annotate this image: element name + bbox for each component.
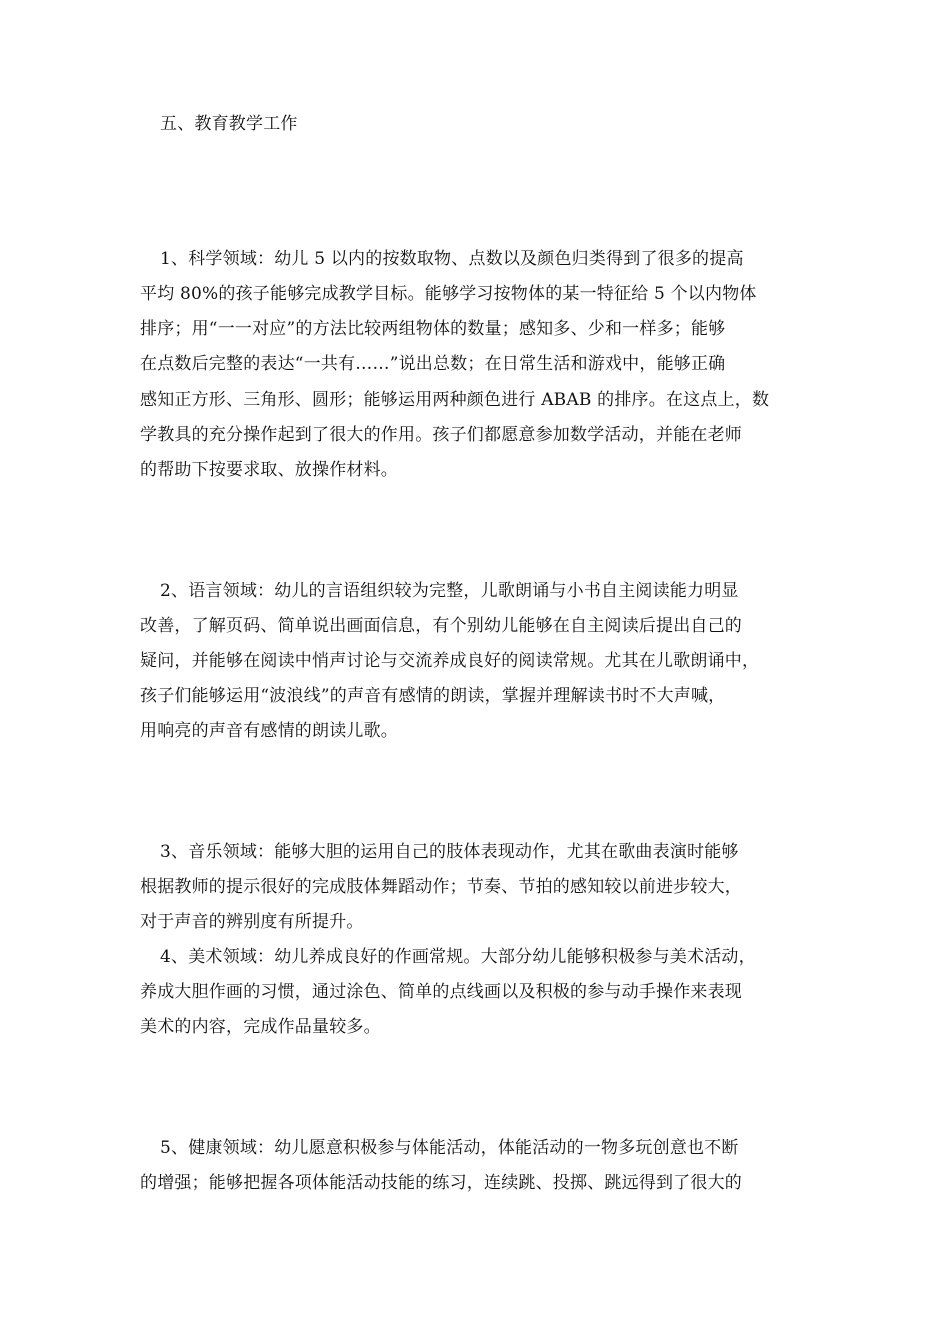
paragraph-line: 4、美术领域：幼儿养成良好的作画常规。大部分幼儿能够积极参与美术活动， bbox=[160, 947, 756, 967]
paragraph-line: 改善，了解页码、简单说出画面信息，有个别幼儿能够在自主阅读后提出自己的 bbox=[140, 616, 742, 636]
paragraph-line: 美术的内容，完成作品量较多。 bbox=[140, 1017, 381, 1037]
paragraph-line: 的增强；能够把握各项体能活动技能的练习，连续跳、投掷、跳远得到了很大的 bbox=[140, 1173, 742, 1193]
section-heading: 五、教育教学工作 bbox=[160, 114, 298, 134]
paragraph-line: 2、语言领域：幼儿的言语组织较为完整，儿歌朗诵与小书自主阅读能力明显 bbox=[160, 581, 739, 601]
paragraph-line: 平均 80%的孩子能够完成教学目标。能够学习按物体的某一特征给 5 个以内物体 bbox=[140, 284, 757, 304]
paragraph-line: 疑问，并能够在阅读中悄声讨论与交流养成良好的阅读常规。尤其在儿歌朗诵中， bbox=[140, 651, 760, 671]
paragraph-line: 的帮助下按要求取、放操作材料。 bbox=[140, 460, 398, 480]
paragraph-line: 对于声音的辨别度有所提升。 bbox=[140, 912, 364, 932]
paragraph-line: 孩子们能够运用“波浪线”的声音有感情的朗读，掌握并理解读书时不大声喊， bbox=[140, 686, 726, 706]
paragraph-line: 根据教师的提示很好的完成肢体舞蹈动作；节奏、节拍的感知较以前进步较大， bbox=[140, 877, 742, 897]
paragraph-line: 排序；用“一一对应”的方法比较两组物体的数量；感知多、少和一样多；能够 bbox=[140, 319, 726, 339]
paragraph-line: 养成大胆作画的习惯，通过涂色、简单的点线画以及积极的参与动手操作来表现 bbox=[140, 982, 742, 1002]
paragraph-line: 用响亮的声音有感情的朗读儿歌。 bbox=[140, 721, 398, 741]
paragraph-line: 5、健康领域：幼儿愿意积极参与体能活动，体能活动的一物多玩创意也不断 bbox=[160, 1138, 739, 1158]
paragraph-line: 1、科学领域：幼儿 5 以内的按数取物、点数以及颜色归类得到了很多的提高 bbox=[160, 249, 744, 269]
paragraph-line: 感知正方形、三角形、圆形；能够运用两种颜色进行 ABAB 的排序。在这点上，数 bbox=[140, 390, 770, 410]
paragraph-line: 在点数后完整的表达“一共有……”说出总数；在日常生活和游戏中，能够正确 bbox=[140, 354, 726, 374]
paragraph-line: 学教具的充分操作起到了很大的作用。孩子们都愿意参加数学活动，并能在老师 bbox=[140, 425, 742, 445]
paragraph-line: 3、音乐领域：能够大胆的运用自己的肢体表现动作，尤其在歌曲表演时能够 bbox=[160, 842, 739, 862]
